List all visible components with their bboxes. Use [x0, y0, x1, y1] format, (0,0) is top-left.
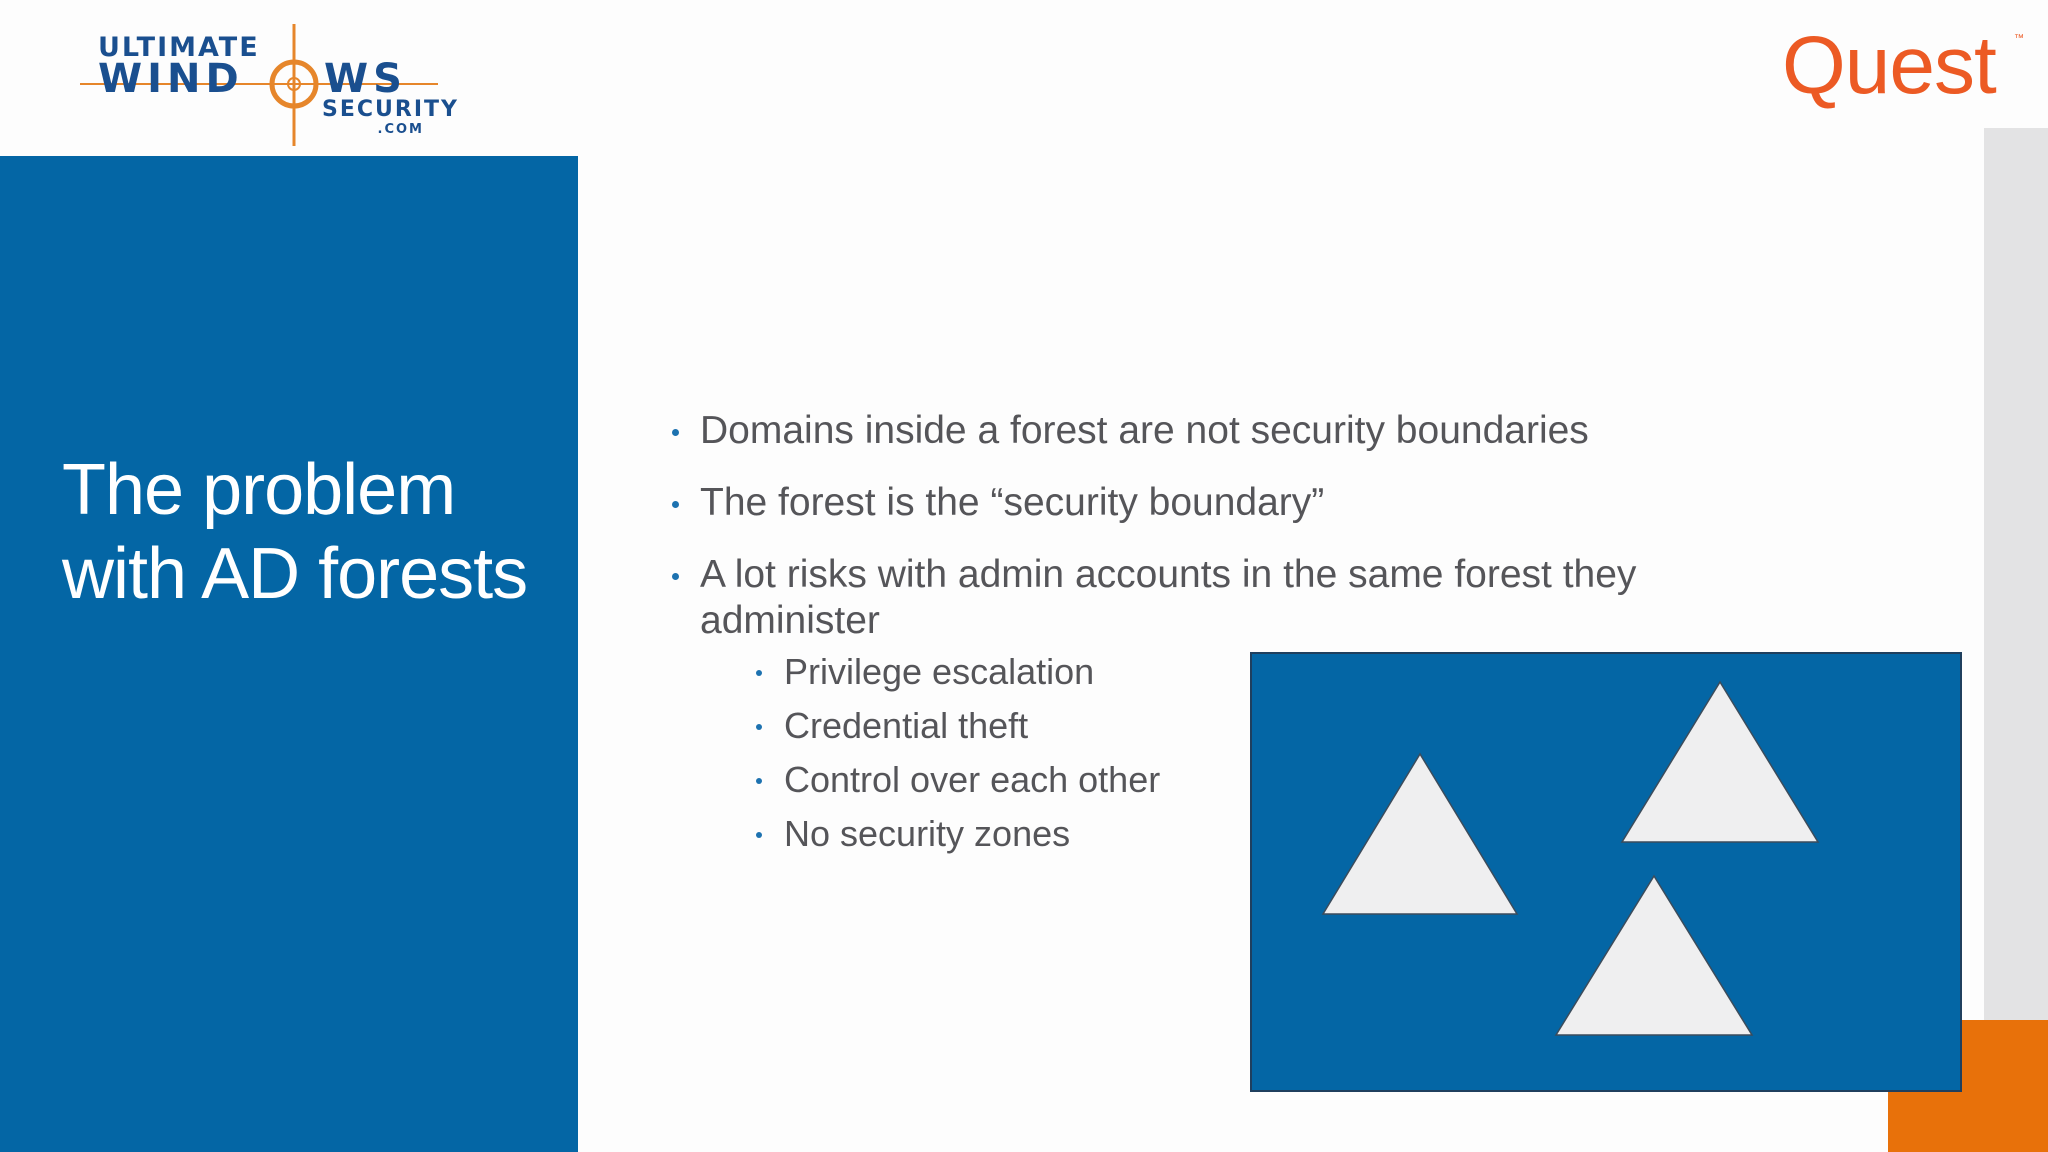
- logo-line-windows-b: WS: [324, 56, 407, 102]
- sub-bullet-text: Credential theft: [784, 705, 1029, 746]
- bullet-item: [672, 408, 1732, 454]
- bullet-text: The forest is the “security boundary”: [700, 481, 1325, 524]
- bullet-item: [672, 480, 1732, 526]
- ultimate-windows-security-logo: [78, 22, 498, 150]
- logo-line-windows-a: WIND: [98, 56, 244, 102]
- quest-logo: [1782, 18, 2024, 111]
- slide-title: The problem with AD forests: [62, 450, 528, 614]
- quest-logo-text: Quest: [1782, 20, 1996, 111]
- logo-line-security: SECURITY: [322, 97, 459, 122]
- sub-bullet-text: Control over each other: [784, 759, 1161, 800]
- title-panel: [0, 156, 578, 1152]
- side-grey-bar: [1984, 128, 2048, 1152]
- logo-line-dotcom: .COM: [377, 122, 424, 137]
- sub-bullet-text: Privilege escalation: [784, 651, 1095, 692]
- sub-bullet-text: No security zones: [784, 813, 1071, 854]
- quest-trademark: ™: [2014, 33, 2024, 44]
- forest-diagram-svg: [1250, 652, 1962, 1092]
- bullet-text: Domains inside a forest are not security boundaries: [700, 409, 1589, 452]
- logo-line-ultimate: ULTIMATE: [98, 32, 260, 63]
- bullet-text: A lot risks with admin accounts in the same forest they administer: [700, 553, 1637, 642]
- forest-diagram: [1250, 652, 1962, 1092]
- crosshair-logo-icon: [78, 22, 498, 150]
